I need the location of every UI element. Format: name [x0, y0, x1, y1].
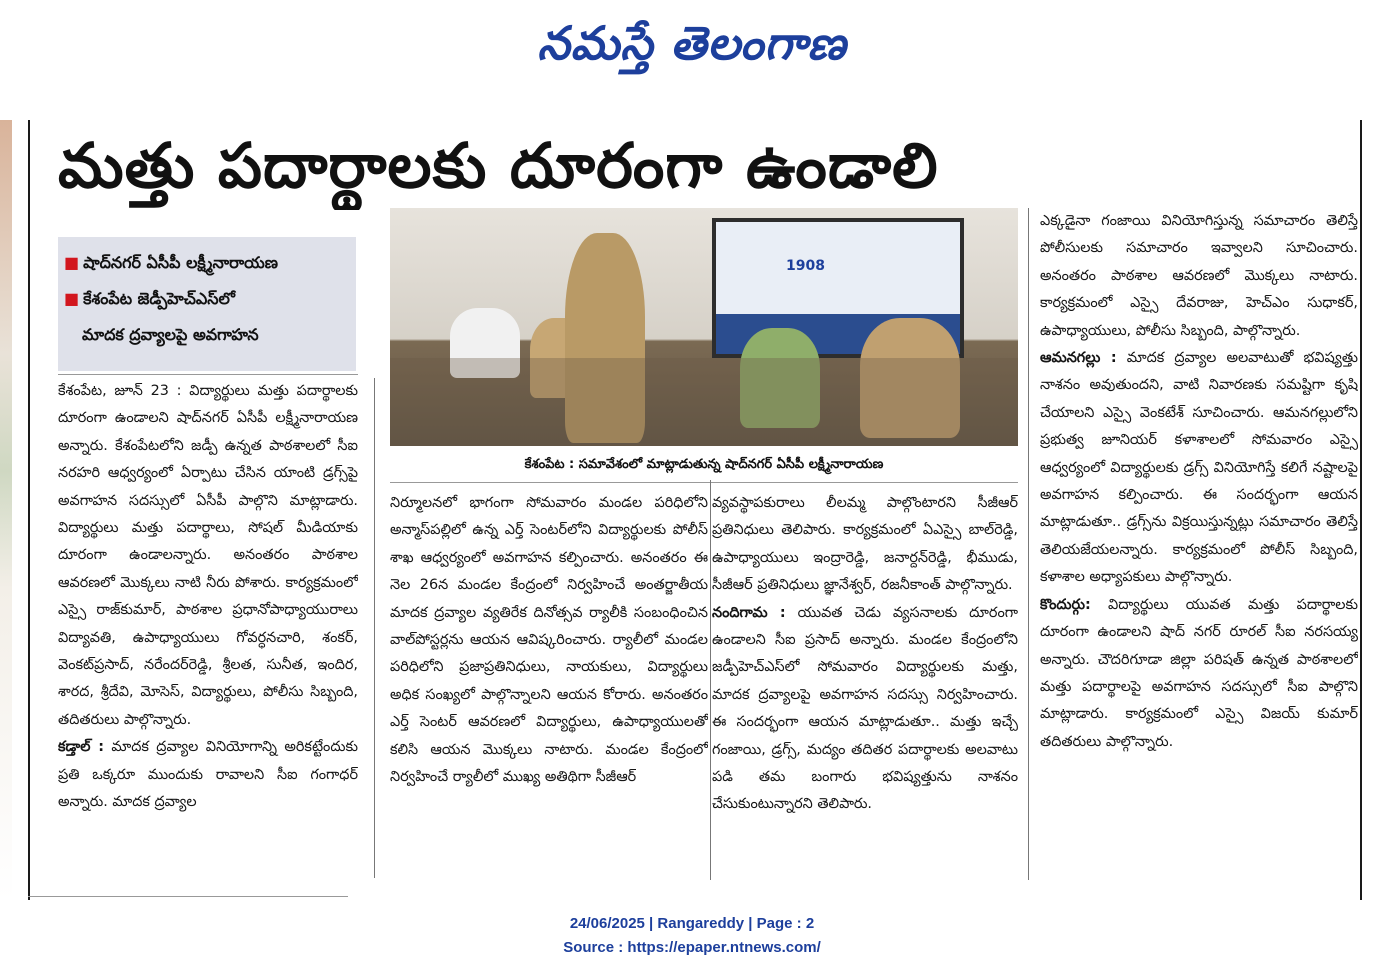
article-column-1 [58, 378, 358, 878]
page-footer [0, 912, 1384, 960]
paragraph: నందిగామ : యువత చెడు వ్యసనాలకు దూరంగా ఉండాలని సీఐ ప్రసాద్ అన్నారు. మండల కేంద్రంలోని జడ్పీహెచ్ఎస్‌లో సోమవారం విద్యార్థులకు మత్తు, మాదక ద్రవ్యాలపై అవగాహన సదస్సు నిర్వహించారు. ఈ సందర్భంగా ఆయన మాట్లాడుతూ.. మత్తు ఇచ్చే గంజాయి, డ్రగ్స్, మద్యం తదితర పదార్థాలకు అలవాటు పడి తమ బంగారు భవిష్యత్తును నాశనం చేసుకుంటున్నారని తెలిపారు. [712, 604, 1018, 813]
article-column-4 [1040, 208, 1358, 880]
bullet-icon: ■ [64, 253, 80, 272]
subhead-line: మాదక ద్రవ్యాలపై అవగాహన [82, 325, 259, 344]
subhead-line: ■ కేశంపేట జెడ్పీహెచ్ఎస్‌లో [64, 289, 235, 308]
paragraph: నిర్మూలనలో భాగంగా సోమవారం మండల పరిధిలోని అన్మాస్‌పల్లిలో ఉన్న ఎర్త్ సెంటర్‌లోని విద్యార్థులకు పోలీస్ శాఖ ఆధ్వర్యంలో అవగాహన కల్పించారు. అనంతరం ఈ నెల 26న మండల కేంద్రంలో నిర్వహించే అంతర్జాతీయ మాదక ద్రవ్యాల వ్యతిరేక దినోత్సవ ర్యాలీకి సంబంధించిన వాల్‌పోస్టర్లను ఆయన ఆవిష్కరించారు. ర్యాలీలో మండల పరిధిలోని ప్రజాప్రతినిధులు, నాయకులు, విద్యార్థులు అధిక సంఖ్యలో పాల్గొన్నాలని ఆయన కోరారు. అనంతరం ఎర్త్ సెంటర్ ఆవరణలో విద్యార్థులు, ఉపాధ్యాయులతో కలిసి ఆయన మొక్కలు నాటారు. మండల కేంద్రంలో నిర్వహించే ర్యాలీలో ముఖ్య అతిథిగా సీజీఆర్ [390, 495, 708, 786]
screen-helpline-number: 1908 [786, 258, 825, 274]
footer-source-link[interactable]: Source : https://epaper.ntnews.com/ [563, 939, 821, 956]
paragraph: ఎక్కడైనా గంజాయి వినియోగిస్తున్న సమాచారం తెలిస్తే పోలీసులకు సమాచారం ఇవ్వాలని సూచించారు. అనంతరం పాఠశాల ఆవరణలో మొక్కలు నాటారు. కార్యక్రమంలో ఎస్సై దేవరాజు, హెచ్‌ఎం సుధాకర్, ఉపాధ్యాయులు, పోలీసు సిబ్బంది, పాల్గొన్నారు. [1040, 213, 1358, 339]
news-photo [390, 208, 1018, 446]
subhead-line: ■ షాద్‌నగర్ ఏసీపీ లక్ష్మీనారాయణ [64, 253, 278, 272]
subheads-box [58, 237, 356, 371]
masthead: నమస్తే తెలంగాణ [537, 16, 847, 70]
bullet-icon: ■ [64, 289, 80, 308]
paragraph: ఆమనగల్లు : మాదక ద్రవ్యాల అలవాటుతో భవిష్యత్తు నాశనం అవుతుందని, వాటి నివారణకు సమష్టిగా కృషి చేయాలని ఎస్సై వెంకటేశ్ సూచించారు. ఆమనగల్లులోని ప్రభుత్వ జూనియర్ కళాశాలలో సోమవారం ఎస్సై ఆధ్వర్యంలో విద్యార్థులకు డ్రగ్స్ వినియోగిస్తే కలిగే నష్టాలపై అవగాహన కల్పించారు. ఈ సందర్భంగా ఆయన మాట్లాడుతూ.. డ్రగ్స్‌ను విక్రయిస్తున్నట్లు సమాచారం తెలిస్తే తెలియజేయలన్నారు. కార్యక్రమంలో పోలీస్ సిబ్బంది, కళాశాల అధ్యాపకులు పాల్గొన్నారు. [1040, 350, 1358, 586]
paragraph: కొందుర్గు: విద్యార్థులు యువత మత్తు పదార్థాలకు దూరంగా ఉండాలని షాద్ నగర్ రూరల్ సీఐ నరసయ్య అన్నారు. చౌదరిగూడా జిల్లా పరిషత్ ఉన్నత పాఠశాలలో మత్తు పదార్థాలపై అవగాహన సదస్సులో సీఐ పాల్గొని మాట్లాడారు. కార్యక్రమంలో ఎస్సై విజయ్ కుమార్ తదితరులు పాల్గొన్నారు. [1040, 596, 1358, 750]
headline: మత్తు పదార్థాలకు దూరంగా ఉండాలి [58, 129, 939, 202]
photo-caption: కేశంపేట : సమావేశంలో మాట్లాడుతున్న షాద్‌నగర్ ఏసీపీ లక్ష్మీనారాయణ [524, 457, 884, 472]
adjacent-page-strip [0, 120, 12, 900]
footer-edition-line: 24/06/2025 | Rangareddy | Page : 2 [569, 915, 815, 932]
paragraph: కడ్తాల్ : మాదక ద్రవ్యాల వినియోగాన్ని అరికట్టేందుకు ప్రతి ఒక్కరూ ముందుకు రావాలని సీఐ గంగాధర్ అన్నారు. మాదక ద్రవ్యాల [58, 739, 358, 811]
paragraph: వ్యవస్థాపకురాలు లీలమ్మ పాల్గొంటారని సీజీఆర్ ప్రతినిధులు తెలిపారు. కార్యక్రమంలో ఏఎస్సై బాల్‌రెడ్డి, ఉపాధ్యాయులు ఇంద్రారెడ్డి, జనార్దన్‌రెడ్డి, భీముడు, సీజీఆర్ ప్రతినిధులు జ్ఞానేశ్వర్, రజనీకాంత్ పాల్గొన్నారు. [712, 495, 1018, 594]
article-column-3 [712, 490, 1018, 880]
paragraph: కేశంపేట, జూన్ 23 : విద్యార్థులు మత్తు పదార్థాలకు దూరంగా ఉండాలని షాద్‌నగర్ ఏసీపీ లక్ష్మీనారాయణ అన్నారు. కేశంపేటలోని జడ్పీ ఉన్నత పాఠశాలలో సీఐ నరహరి ఆధ్వర్యంలో ఏర్పాటు చేసిన యాంటి డ్రగ్స్‌పై అవగాహన సదస్సులో ఏసీపీ పాల్గొని మాట్లాడారు. విద్యార్థులు మత్తు పదార్థాలు, సోషల్ మీడియాకు దూరంగా ఉండాలన్నారు. అనంతరం పాఠశాల ఆవరణలో మొక్కలు నాటి నీరు పోశారు. కార్యక్రమంలో ఎస్సై రాజ్‌కుమార్, పాఠశాల ప్రధానోపాధ్యాయురాలు విద్యావతి, ఉపాధ్యాయులు గోవర్ధనచారి, శంకర్, వెంకట్‌ప్రసాద్, నరేందర్‌రెడ్డి, శ్రీలత, సునీత, ఇందిర, శారద, శ్రీదేవి, మోసెస్, విద్యార్థులు, పోలీసు సిబ్బంది, తదితరులు పాల్గొన్నారు. [58, 383, 358, 728]
article-column-2 [390, 490, 708, 880]
